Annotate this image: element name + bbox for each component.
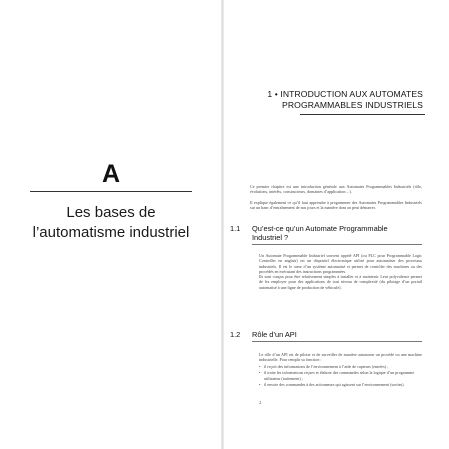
section-1-1-paragraph-1: Un Automate Programmable Industriel souvent appelé API (ou PLC pour Programmable Logic Controller en anglais) est un dispositif électronique utilisé pour automatiser des processus industriels. Il est le cœur d’un système automatisé et permet de contrôler des machines ou des procédés en exécutant des instructions programmées.	[259, 253, 422, 274]
chapter-divider	[300, 114, 425, 115]
section-number: 1.2	[230, 330, 241, 339]
part-letter: A	[101, 160, 121, 188]
page-number: 2	[259, 400, 262, 405]
right-page	[226, 0, 449, 449]
bullet-text: il envoie des commandes à des actionneurs qui agissent sur l’environnement (sorties).	[264, 382, 405, 388]
chapter-heading	[267, 89, 423, 110]
part-title-line1: Les bases de	[66, 204, 156, 221]
chapter-heading-line2: PROGRAMMABLES INDUSTRIELS	[282, 99, 423, 110]
section-1-2-paragraph: Le rôle d’un API est de piloter et de surveiller de manière autonome un procédé ou une machine industrielle. Pour remplir sa fonction :	[259, 352, 422, 363]
chapter-heading-line1: 1 • INTRODUCTION AUX AUTOMATES	[267, 89, 423, 99]
bullet-item	[259, 370, 422, 381]
left-page	[0, 0, 222, 449]
section-1-1-paragraph-2: Ils sont conçus pour être relativement simples à installer et à maintenir. Leur polyvalence permet de les employer pour des applications de tout niveau de complexité (du pilotage d’un portail automatisé à une ligne de production de véhicule).	[259, 274, 422, 290]
bullet-text: il reçoit des informations de l’environnement à l’aide de capteurs (entrées) ;	[264, 364, 389, 369]
section-title: Rôle d’un API	[252, 330, 297, 339]
section-heading-1-2	[230, 330, 420, 340]
part-title	[0, 203, 222, 243]
intro-paragraph-2: Il explique également ce qu’il faut apprendre à programmer des Automates Programmables Industriels sur un banc d’entraînement de nos jours et la manière dont on peut démarrer.	[250, 200, 422, 211]
bullet-text: il traite les informations reçues et élabore des commandes selon la logique d’un programme utilisateur (traitement) ;	[264, 370, 415, 381]
section-divider	[252, 341, 422, 342]
bullet-list	[259, 364, 422, 389]
section-divider	[252, 244, 422, 245]
bullet-item	[259, 382, 422, 387]
intro-paragraph-1: Ce premier chapitre est une introduction générale aux Automates Programmables Industriels (rôle, évolutions, intérêts, constructeurs, domaines d’application…).	[250, 184, 422, 195]
part-title-line2: l’automatisme industriel	[32, 224, 190, 241]
part-divider	[30, 191, 192, 192]
bullet-icon: •	[259, 370, 261, 376]
bullet-item	[259, 364, 422, 369]
bullet-icon: •	[259, 364, 261, 369]
section-number: 1.1	[230, 224, 241, 233]
bullet-icon: •	[259, 382, 261, 388]
book-gutter	[221, 0, 224, 449]
section-heading-1-1	[230, 224, 420, 244]
section-title: Qu’est-ce qu’un Automate Programmable Industriel ?	[252, 224, 388, 242]
